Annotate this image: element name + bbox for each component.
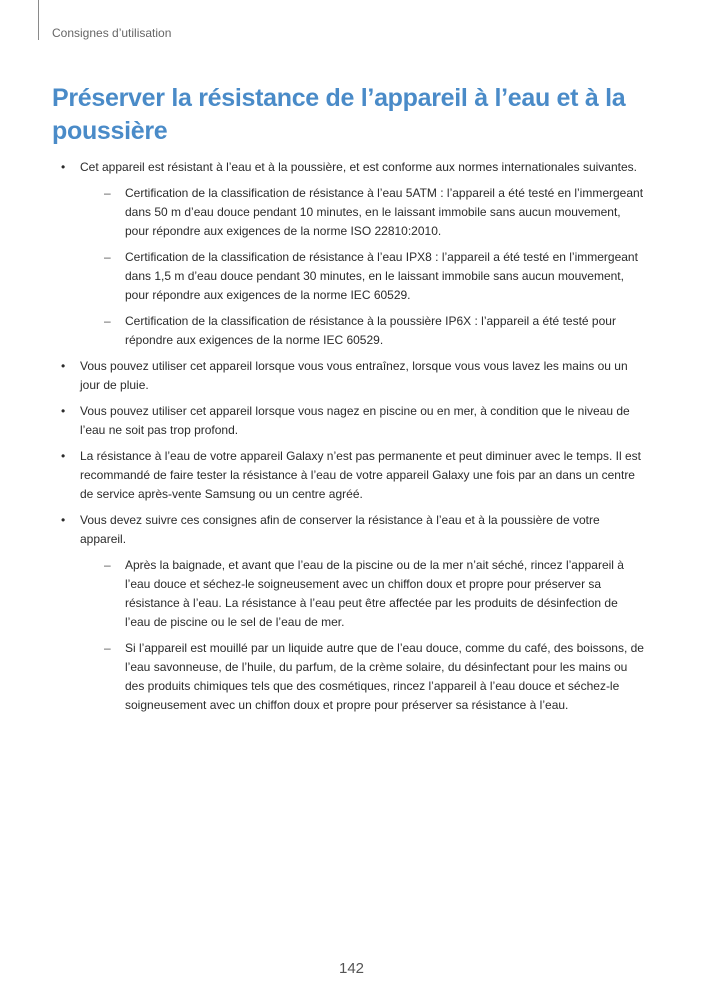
sub-list: [80, 556, 646, 715]
sub-list-item: – Certification de la classification de résistance à la poussière IP6X : l’appareil a été testé pour répondre aux exigences de la norme IEC 60529.: [80, 312, 646, 350]
sub-list-item: – Si l’appareil est mouillé par un liquide autre que de l’eau douce, comme du café, des boissons, de l’eau savonneuse, de l’huile, du parfum, de la crème solaire, du désinfectant pour les mains ou des produits chimiques tels que des cosmétiques, rincez l’appareil à l’eau douce et séchez-le soigneusement avec un chiffon doux et propre pour préserver sa résistance à l’eau.: [80, 639, 646, 715]
list-item: [56, 402, 646, 440]
instructions-list: [56, 158, 646, 722]
sub-list-item: – Certification de la classification de résistance à l’eau 5ATM : l’appareil a été testé en l’immergeant dans 50 m d’eau douce pendant 10 minutes, en le laissant immobile sans aucun mouvement, pour répondre aux exigences de la norme ISO 22810:2010.: [80, 184, 646, 241]
list-item: [56, 511, 646, 715]
sub-list-item: – Certification de la classification de résistance à l’eau IPX8 : l’appareil a été testé en l’immergeant dans 1,5 m d’eau douce pendant 30 minutes, en le laissant immobile sans aucun mouvement, pour répondre aux exigences de la norme IEC 60529.: [80, 248, 646, 305]
list-item-text: Vous devez suivre ces consignes afin de conserver la résistance à l’eau et à la poussière de votre appareil.: [80, 513, 600, 546]
list-item-text: Cet appareil est résistant à l’eau et à la poussière, et est conforme aux normes internationales suivantes.: [80, 160, 637, 174]
sub-list: [80, 184, 646, 350]
sub-list-item: – Après la baignade, et avant que l’eau de la piscine ou de la mer n’ait séché, rincez l’appareil à l’eau douce et séchez-le soigneusement avec un chiffon doux et propre pour préserver sa résistance à l’eau. La résistance à l’eau peut être affectée par les produits de désinfection de l’eau de piscine ou le sel de l’eau de mer.: [80, 556, 646, 632]
page-number: 142: [338, 960, 365, 977]
list-item-text: Vous pouvez utiliser cet appareil lorsque vous vous entraînez, lorsque vous vous lavez les mains ou un jour de pluie.: [80, 359, 628, 392]
list-item: [56, 158, 646, 350]
list-item: [56, 447, 646, 504]
list-item: [56, 357, 646, 395]
page-title: Préserver la résistance de l’appareil à l’eau et à la poussière: [52, 84, 626, 145]
running-header: Consignes d’utilisation: [52, 26, 172, 40]
list-item-text: La résistance à l’eau de votre appareil Galaxy n’est pas permanente et peut diminuer avec le temps. Il est recommandé de faire tester la résistance à l’eau de votre appareil Galaxy une fois par an dans un centre de service après-vente Samsung ou un centre agréé.: [80, 449, 641, 501]
header-divider: [38, 0, 39, 40]
list-item-text: Vous pouvez utiliser cet appareil lorsque vous nagez en piscine ou en mer, à condition que le niveau de l’eau ne soit pas trop profond.: [80, 404, 630, 437]
